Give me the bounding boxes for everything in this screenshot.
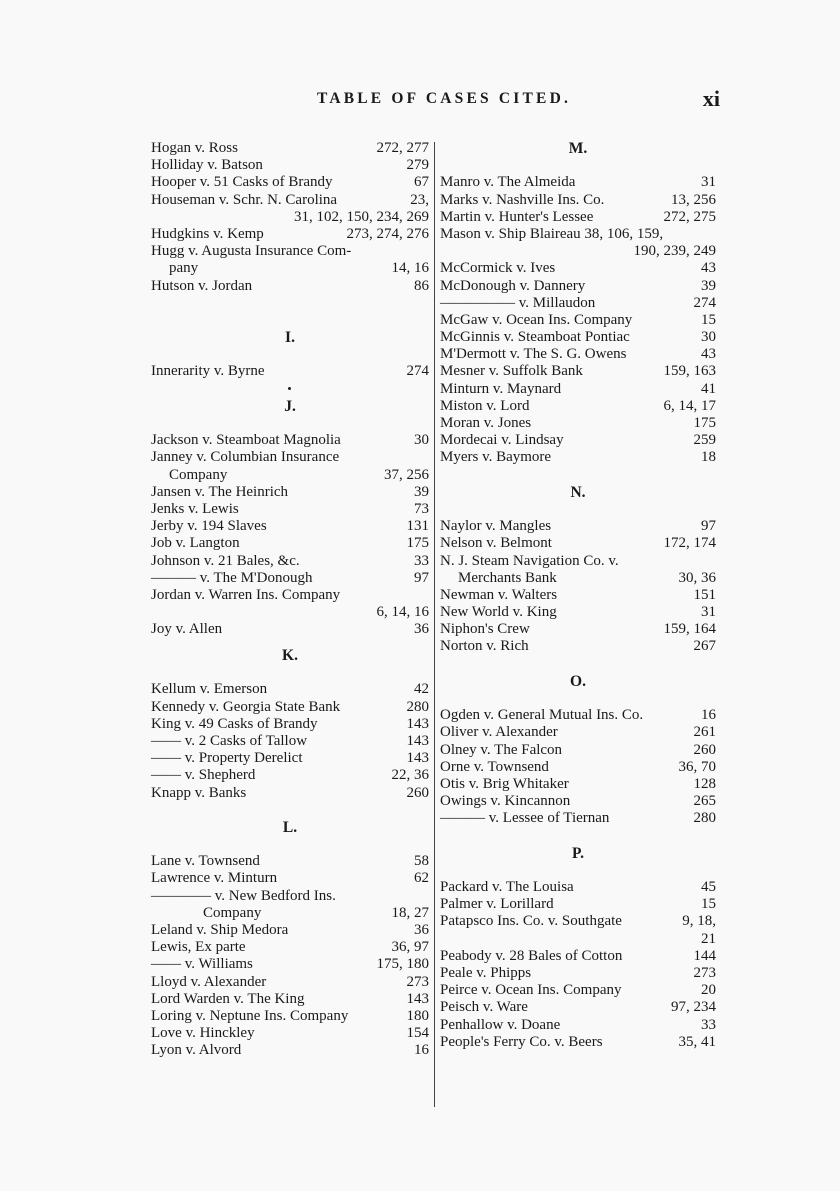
case-name: Packard v. The Louisa [440, 879, 574, 896]
left-column [151, 140, 429, 1060]
table-row [440, 621, 716, 638]
table-row [440, 449, 716, 466]
case-name: Orne v. Townsend [440, 758, 549, 775]
page-refs: 36, 70 [678, 758, 716, 775]
page-refs: 175, 180 [376, 956, 429, 973]
table-row [151, 140, 429, 157]
page-refs: 274 [693, 294, 716, 311]
page-refs: 6, 14, 17 [663, 397, 716, 414]
table-row [151, 1008, 429, 1025]
table-row [440, 243, 716, 260]
page-refs: 279 [406, 157, 429, 174]
case-name: Job v. Langton [151, 535, 240, 552]
table-row [151, 905, 429, 922]
page-refs: 151 [693, 586, 716, 603]
case-name: Peirce v. Ocean Ins. Company [440, 982, 622, 999]
page-refs: 273 [406, 973, 429, 990]
table-row [151, 1025, 429, 1042]
page-refs: 159, 164 [663, 621, 716, 638]
table-row [440, 381, 716, 398]
table-row [440, 776, 716, 793]
table-row [440, 432, 716, 449]
table-row [151, 174, 429, 191]
page-refs: 67 [414, 174, 429, 191]
table-row [440, 587, 716, 604]
table-row [151, 785, 429, 802]
page-refs: 16 [701, 707, 716, 724]
case-name: Newman v. Walters [440, 586, 558, 603]
case-name: Olney v. The Falcon [440, 741, 563, 758]
case-name: Hogan v. Ross [151, 140, 238, 156]
case-name: McCormick v. Ives [440, 260, 556, 277]
page-refs: 30 [701, 329, 716, 346]
page-refs: 37, 256 [384, 466, 429, 483]
table-row [151, 192, 429, 209]
table-row [151, 501, 429, 518]
table-row [440, 295, 716, 312]
case-name: Peisch v. Ware [440, 999, 528, 1016]
table-row [440, 948, 716, 965]
section-heading-m: M. [568, 140, 588, 157]
case-name: Merchants Bank [458, 569, 557, 586]
table-row [151, 570, 429, 587]
page-refs: 180 [406, 1007, 429, 1024]
table-row [440, 570, 716, 587]
table-row [440, 209, 716, 226]
table-row [151, 888, 429, 905]
case-name: Lyon v. Alvord [151, 1042, 242, 1059]
page-refs: 154 [406, 1025, 429, 1042]
page-header [150, 86, 720, 114]
case-name: Myers v. Baymore [440, 449, 552, 466]
page-refs: 128 [693, 775, 716, 792]
table-row [440, 913, 716, 930]
case-name: Patapsco Ins. Co. v. Southgate [440, 913, 622, 930]
page-refs: 9, 18, [682, 913, 716, 930]
page-refs: 273 [693, 965, 716, 981]
case-name: Lewis, Ex parte [151, 939, 246, 956]
case-name: Nelson v. Belmont [440, 535, 552, 552]
case-name: Jenks v. Lewis [151, 500, 239, 517]
page-refs: 144 [693, 947, 716, 964]
table-row [440, 638, 716, 655]
table-row [151, 733, 429, 750]
case-name: Lloyd v. Alexander [151, 973, 267, 990]
page-number: xi [702, 86, 720, 111]
case-name: ———— v. New Bedford Ins. [151, 887, 336, 904]
table-row [440, 518, 716, 535]
table-row [151, 991, 429, 1008]
table-row [440, 742, 716, 759]
page-refs: 143 [406, 990, 429, 1007]
case-name: ——— v. The M'Donough [151, 569, 313, 586]
table-row [440, 1017, 716, 1034]
section-o [440, 707, 716, 827]
table-row [440, 346, 716, 363]
case-name: Janney v. Columbian Insurance [151, 449, 340, 466]
case-name: Palmer v. Lorillard [440, 896, 554, 913]
table-row [151, 716, 429, 733]
table-row [151, 535, 429, 552]
case-name: —— v. 2 Casks of Tallow [151, 732, 308, 749]
table-row [151, 1042, 429, 1059]
table-row [440, 260, 716, 277]
case-name: Mason v. Ship Blaireau 38, 106, 159, [440, 225, 664, 242]
section-heading-l: L. [282, 818, 298, 836]
table-row [151, 604, 429, 621]
table-row [440, 278, 716, 295]
case-name: McGinnis v. Steamboat Pontiac [440, 329, 630, 346]
table-row [151, 750, 429, 767]
case-name: M'Dermott v. The S. G. Owens [440, 346, 627, 363]
page-refs: 143 [406, 750, 429, 767]
section-k [151, 681, 429, 801]
case-name: Lawrence v. Minturn [151, 870, 278, 887]
case-name: Manro v. The Almeida [440, 174, 576, 191]
page-refs: 14, 16 [391, 260, 429, 277]
case-name: Mesner v. Suffolk Bank [440, 363, 583, 380]
page-refs: 273, 274, 276 [346, 225, 429, 242]
section-heading-j: J. [284, 397, 296, 415]
section-h [151, 140, 429, 295]
case-name: Jansen v. The Heinrich [151, 483, 289, 500]
case-name: Loring v. Neptune Ins. Company [151, 1007, 349, 1024]
page-refs: 30 [414, 432, 429, 449]
case-name: Kennedy v. Georgia State Bank [151, 698, 341, 715]
page-refs: 13, 256 [671, 191, 716, 208]
table-row [151, 484, 429, 501]
table-row [440, 553, 716, 570]
table-row [440, 192, 716, 209]
page-refs: 41 [701, 380, 716, 397]
case-name: Holliday v. Batson [151, 157, 263, 174]
page-refs: 260 [406, 784, 429, 801]
case-name: Company [169, 466, 228, 483]
page-refs: 131 [406, 518, 429, 535]
table-row [440, 879, 716, 896]
table-row [151, 956, 429, 973]
case-name: Penhallow v. Doane [440, 1016, 561, 1033]
table-row [151, 260, 429, 277]
table-row [440, 312, 716, 329]
table-row [151, 939, 429, 956]
table-row [151, 226, 429, 243]
table-row [440, 793, 716, 810]
case-name: —— v. Shepherd [151, 767, 256, 784]
section-n [440, 518, 716, 656]
page-refs: 22, 36 [391, 767, 429, 784]
case-name: Martin v. Hunter's Lessee [440, 208, 594, 225]
table-row [440, 226, 716, 243]
page-refs: 43 [701, 346, 716, 363]
case-name: Love v. Hinckley [151, 1025, 255, 1042]
case-name: Hutson v. Jordan [151, 277, 253, 294]
table-row [440, 724, 716, 741]
case-name: Marks v. Nashville Ins. Co. [440, 191, 605, 208]
table-row [440, 604, 716, 621]
table-row [440, 759, 716, 776]
case-name: New World v. King [440, 604, 557, 621]
section-p [440, 879, 716, 1051]
table-row [440, 965, 716, 982]
page-refs: 261 [693, 724, 716, 741]
table-row [151, 767, 429, 784]
page-refs: 260 [693, 741, 716, 758]
page-refs: 267 [693, 638, 716, 655]
case-name: Minturn v. Maynard [440, 380, 562, 397]
table-row [151, 518, 429, 535]
column-divider [434, 142, 435, 1107]
case-name: Miston v. Lord [440, 397, 530, 414]
case-name: Hudgkins v. Kemp [151, 225, 264, 242]
page-refs: 159, 163 [663, 363, 716, 380]
page-refs: 36, 97 [391, 939, 429, 956]
case-name: Moran v. Jones [440, 415, 532, 431]
page-refs: 23, [410, 191, 429, 208]
table-row [151, 621, 429, 638]
page-refs: 274 [406, 363, 429, 380]
case-name: Houseman v. Schr. N. Carolina [151, 191, 338, 208]
page-refs: 172, 174 [663, 535, 716, 552]
table-row [440, 999, 716, 1016]
case-name: Johnson v. 21 Bales, &c. [151, 552, 300, 569]
ornament-dot [151, 381, 429, 398]
page-refs: 265 [693, 793, 716, 810]
page-refs: 6, 14, 16 [376, 604, 429, 621]
table-row [440, 931, 716, 948]
case-name: N. J. Steam Navigation Co. v. [440, 552, 619, 569]
section-heading-o: O. [570, 672, 586, 690]
page-refs: 175 [406, 535, 429, 552]
section-l [151, 853, 429, 1059]
case-name: Lord Warden v. The King [151, 990, 305, 1007]
case-name: King v. 49 Casks of Brandy [151, 715, 318, 732]
page-refs: 280 [406, 698, 429, 715]
case-name: Jordan v. Warren Ins. Company [151, 586, 341, 603]
case-name: Joy v. Allen [151, 621, 223, 638]
page-refs: 20 [701, 982, 716, 999]
table-row [440, 1034, 716, 1051]
table-row [440, 810, 716, 827]
page-refs: 143 [406, 732, 429, 749]
case-name: Otis v. Brig Whitaker [440, 775, 569, 792]
table-row [151, 449, 429, 466]
table-row [440, 896, 716, 913]
page-refs: 259 [693, 432, 716, 449]
page-refs: 190, 239, 249 [633, 243, 716, 260]
page-refs: 18, 27 [391, 904, 429, 921]
case-name: McDonough v. Dannery [440, 277, 586, 294]
case-name: Mordecai v. Lindsay [440, 432, 564, 449]
page-refs: 36 [414, 922, 429, 939]
table-row [151, 243, 429, 260]
page-refs: 58 [414, 853, 429, 870]
case-name: People's Ferry Co. v. Beers [440, 1033, 603, 1050]
page-refs: 42 [414, 681, 429, 698]
table-row [440, 329, 716, 346]
case-name: Kellum v. Emerson [151, 681, 268, 698]
case-name: Peale v. Phipps [440, 965, 532, 981]
page-refs: 15 [701, 896, 716, 913]
table-row [440, 707, 716, 724]
page-refs: 175 [693, 415, 716, 431]
page-refs: 272, 277 [376, 140, 429, 156]
table-row [151, 553, 429, 570]
page-refs: 16 [414, 1042, 429, 1059]
table-row [440, 415, 716, 432]
page-refs: 62 [414, 870, 429, 887]
page-refs: 36 [414, 621, 429, 638]
page-refs: 31 [701, 174, 716, 191]
page-refs: 97 [701, 518, 716, 535]
case-name: Innerarity v. Byrne [151, 363, 265, 380]
page-refs: 39 [701, 277, 716, 294]
section-i [151, 363, 429, 380]
table-row [151, 870, 429, 887]
table-row [151, 699, 429, 716]
section-heading-n: N. [570, 483, 586, 501]
page-refs: 73 [414, 500, 429, 517]
page-refs: 15 [701, 311, 716, 328]
page-refs: 97 [414, 569, 429, 586]
page-refs: 280 [693, 810, 716, 827]
page-refs: 43 [701, 260, 716, 277]
page-refs: 18 [701, 449, 716, 466]
case-name: Niphon's Crew [440, 621, 530, 638]
table-row [151, 432, 429, 449]
case-name: Jerby v. 194 Slaves [151, 518, 267, 535]
table-row [151, 278, 429, 295]
page-refs: 30, 36 [678, 569, 716, 586]
page-refs: 143 [406, 715, 429, 732]
table-row [151, 157, 429, 174]
table-row [440, 174, 716, 191]
table-row [440, 398, 716, 415]
case-name: Peabody v. 28 Bales of Cotton [440, 947, 623, 964]
case-name: Jackson v. Steamboat Magnolia [151, 432, 341, 449]
case-name: Knapp v. Banks [151, 784, 247, 801]
table-row [151, 681, 429, 698]
case-name: Company [203, 904, 262, 921]
section-heading-i: I. [285, 329, 295, 347]
case-name: ————— v. Millaudon [440, 294, 596, 311]
table-row [151, 467, 429, 484]
case-name: Norton v. Rich [440, 638, 529, 655]
case-name: Hooper v. 51 Casks of Brandy [151, 174, 333, 191]
page-refs: 21 [701, 930, 716, 947]
page-refs: 97, 234 [671, 999, 716, 1016]
table-row [151, 587, 429, 604]
page-refs: 33 [414, 552, 429, 569]
table-row [151, 853, 429, 870]
case-name: Naylor v. Mangles [440, 518, 552, 535]
page-refs: 86 [414, 277, 429, 294]
case-name: 31, 102, 150, 234, 269 [294, 208, 429, 225]
table-row [151, 363, 429, 380]
page-refs: 33 [701, 1016, 716, 1033]
page-refs: 272, 275 [663, 208, 716, 225]
case-name: McGaw v. Ocean Ins. Company [440, 311, 633, 328]
case-name: Ogden v. General Mutual Ins. Co. [440, 707, 644, 724]
case-name: Leland v. Ship Medora [151, 922, 289, 939]
case-name: Owings v. Kincannon [440, 793, 571, 810]
case-name: Hugg v. Augusta Insurance Com- [151, 243, 352, 260]
table-row [440, 535, 716, 552]
section-m [440, 174, 716, 466]
page-refs: 35, 41 [678, 1033, 716, 1050]
table-row [151, 922, 429, 939]
case-name: pany [169, 260, 199, 277]
section-j [151, 432, 429, 638]
case-name: —— v. Property Derelict [151, 750, 303, 767]
page-refs: 39 [414, 483, 429, 500]
case-name: Lane v. Townsend [151, 853, 260, 870]
section-heading-k: K. [282, 647, 298, 665]
case-name: Oliver v. Alexander [440, 724, 558, 741]
table-row [440, 982, 716, 999]
section-heading-p: P. [572, 844, 584, 862]
page-refs: 45 [701, 879, 716, 896]
page-refs: 31 [701, 604, 716, 621]
case-name: —— v. Williams [151, 956, 253, 973]
page-title: TABLE OF CASES CITED. [316, 90, 572, 107]
table-row [151, 209, 429, 226]
table-row [151, 974, 429, 991]
case-name: ——— v. Lessee of Tiernan [440, 810, 610, 827]
table-row [440, 363, 716, 380]
right-column [440, 140, 716, 1051]
